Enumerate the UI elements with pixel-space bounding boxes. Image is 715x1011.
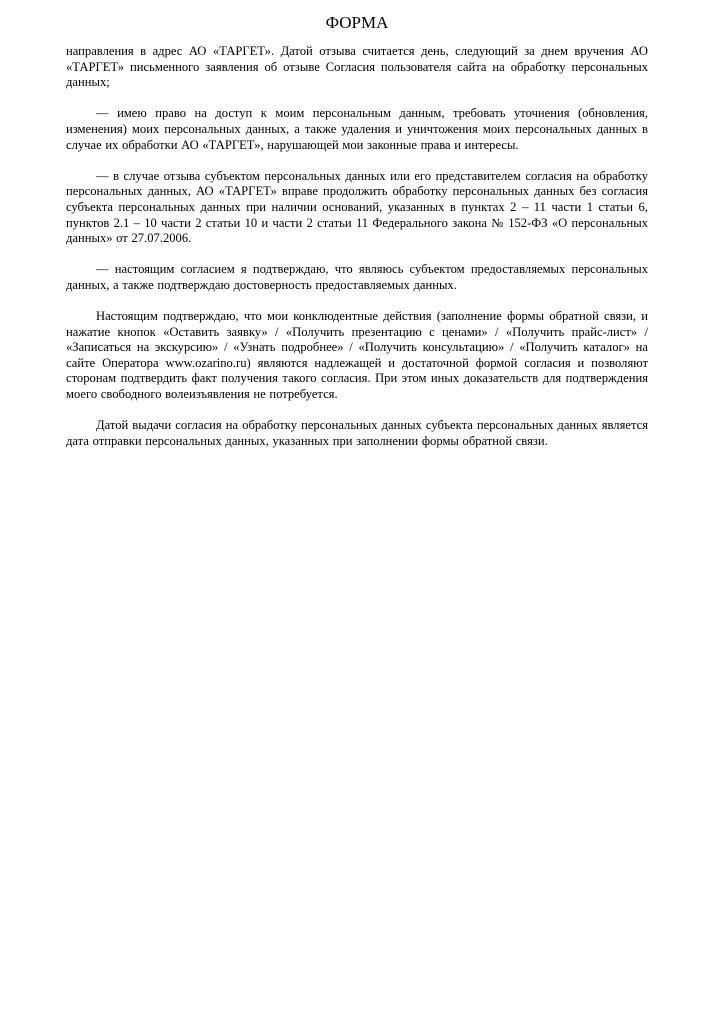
paragraph-withdrawal-date: направления в адрес АО «ТАРГЕТ». Датой отзыва считается день, следующий за днем вручения АО «ТАРГЕТ» письменного заявления об отзыве Согласия пользователя сайта на обработку персональных данных; [66,44,648,90]
page-title: ФОРМА [325,13,389,32]
paragraph-processing-after-withdrawal: — в случае отзыва субъектом персональных данных или его представителем согласия на обработку персональных данных, АО «ТАРГЕТ» вправе продолжить обработку персональных данных без согласия субъекта персональных данных при наличии оснований, указанных в пунктах 2 – 11 части 1 статьи 6, пунктов 2.1 – 10 части 2 статьи 10 и части 2 статьи 11 Федерального закона № 152-ФЗ «О персональных данных» от 27.07.2006. [66,168,648,246]
paragraph-conclusive-actions: Настоящим подтверждаю, что мои конклюдентные действия (заполнение формы обратной связи, и нажатие кнопок «Оставить заявку» / «Получить презентацию с ценами» / «Получить прайс-лист» / «Записаться на экскурсию» / «Узнать подробнее» / «Получить консультацию» / «Получить каталог» на сайте Оператора www.ozarino.ru) являются надлежащей и достаточной формой согласия и позволяют сторонам подтвердить факт получения такого согласия. При этом иных доказательств для подтверждения моего свободного волеизъявления не потребуется. [66,309,648,402]
paragraph-consent-issue-date: Датой выдачи согласия на обработку персональных данных субъекта персональных данных является дата отправки персональных данных, указанных при заполнении формы обратной связи. [66,418,648,448]
paragraph-right-of-access: — имею право на доступ к моим персональным данным, требовать уточнения (обновления, изменения) моих персональных данных, а также удаления и уничтожения моих персональных данных в случае их обработки АО «ТАРГЕТ», нарушающей мои законные права и интересы. [66,106,648,152]
paragraph-subject-confirmation: — настоящим согласием я подтверждаю, что являюсь субъектом предоставляемых персональных данных, а также подтверждаю достоверность предоставляемых данных. [66,262,648,292]
